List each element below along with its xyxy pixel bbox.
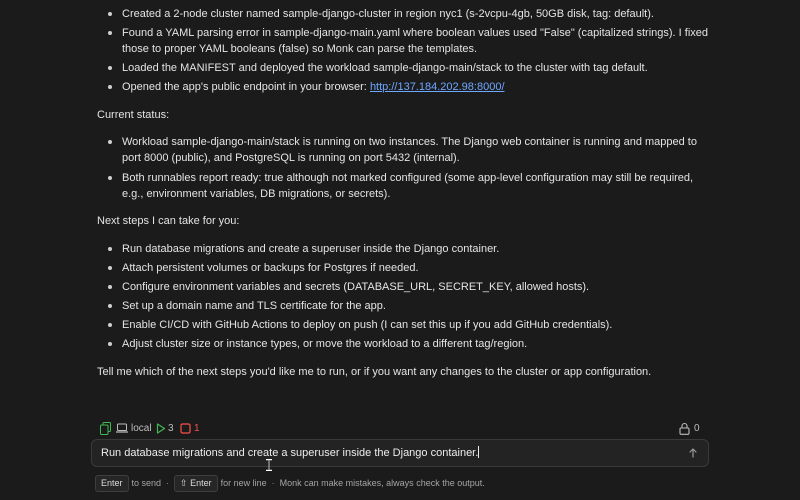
closing-message: Tell me which of the next steps you'd like me to run, or if you want any changes to the cluster or app configuration. — [97, 366, 652, 378]
list-item: Run database migrations and create a superuser inside the Django container. — [108, 241, 708, 257]
separator: · — [166, 478, 170, 488]
next-steps-heading: Next steps I can take for you: — [97, 215, 240, 227]
environment-label[interactable]: local — [131, 423, 152, 434]
stopped-count[interactable]: 1 — [194, 423, 200, 434]
running-count[interactable]: 3 — [168, 423, 174, 434]
current-status-heading: Current status: — [97, 109, 170, 121]
lock-icon[interactable] — [679, 422, 690, 438]
list-item: Enable CI/CD with GitHub Actions to deploy on push (I can set this up if you add GitHub credentials). — [108, 317, 708, 333]
chat-input-box[interactable] — [91, 439, 709, 467]
mouse-ibeam-cursor-icon — [265, 458, 273, 470]
status-bar — [100, 421, 705, 437]
lock-count: 0 — [694, 423, 700, 434]
send-button[interactable] — [686, 446, 700, 460]
list-item: Configure environment variables and secrets (DATABASE_URL, SECRET_KEY, allowed hosts). — [108, 279, 708, 295]
square-icon — [180, 423, 191, 439]
list-item: Set up a domain name and TLS certificate for the app. — [108, 298, 708, 314]
arrow-up-icon — [686, 446, 700, 460]
send-hint: to send — [131, 478, 162, 488]
enter-key: Enter — [95, 475, 129, 492]
newline-hint: for new line — [220, 478, 267, 488]
shift-enter-key: ⇧ Enter — [174, 475, 218, 492]
list-item: Attach persistent volumes or backups for Postgres if needed. — [108, 260, 708, 276]
copy-icon[interactable] — [100, 422, 111, 438]
message-input[interactable]: Run database migrations and create a superuser inside the Django container. — [101, 447, 479, 459]
list-item: Opened the app's public endpoint in your browser: http://137.184.202.98:8000/ — [108, 79, 708, 95]
keyboard-hints — [95, 474, 485, 492]
play-icon — [156, 423, 166, 439]
separator: · — [271, 478, 275, 488]
list-item: Adjust cluster size or instance types, or move the workload to a different tag/region. — [108, 336, 708, 352]
endpoint-link[interactable]: http://137.184.202.98:8000/ — [369, 81, 505, 93]
list-item: Created a 2-node cluster named sample-django-cluster in region nyc1 (s-2vcpu-4gb, 50GB disk, tag: default). — [108, 6, 708, 22]
text-caret — [478, 446, 479, 458]
laptop-icon — [116, 423, 128, 439]
list-item: Workload sample-django-main/stack is running on two instances. The Django web container is running and mapped to port 8000 (public), and PostgreSQL is running on port 5432 (internal). — [108, 134, 708, 166]
list-item: Found a YAML parsing error in sample-django-main.yaml where boolean values used "False" (capitalized strings). I fixed those to proper YAML booleans (false) so Monk can parse the templates. — [108, 25, 708, 57]
list-item: Loaded the MANIFEST and deployed the workload sample-django-main/stack to the cluster with tag default. — [108, 60, 708, 76]
disclaimer: Monk can make mistakes, always check the output. — [279, 478, 485, 488]
list-item: Both runnables report ready: true although not marked configured (some app-level configuration may still be required, e.g., environment variables, DB migrations, or secrets). — [108, 170, 708, 202]
